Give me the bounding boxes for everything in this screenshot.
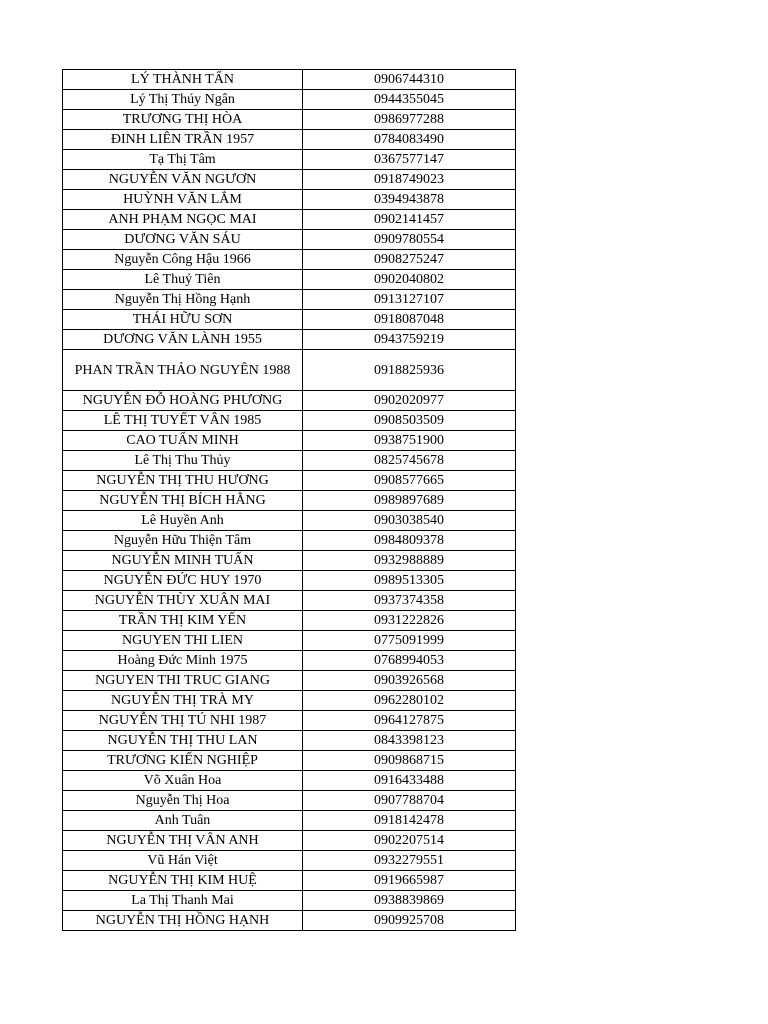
table-row	[63, 330, 516, 350]
table-row	[63, 70, 516, 90]
contact-name-cell: Nguyễn Thị Hoa	[63, 791, 303, 811]
contact-phone-cell: 0902040802	[303, 270, 516, 290]
table-row	[63, 431, 516, 451]
contact-phone-cell: 0903038540	[303, 511, 516, 531]
table-row	[63, 250, 516, 270]
table-row	[63, 711, 516, 731]
table-row	[63, 591, 516, 611]
contact-name-cell: Tạ Thị Tâm	[63, 150, 303, 170]
table-row	[63, 391, 516, 411]
contact-phone-cell: 0986977288	[303, 110, 516, 130]
table-row	[63, 531, 516, 551]
contact-phone-cell: 0908577665	[303, 471, 516, 491]
table-row	[63, 491, 516, 511]
table-row	[63, 210, 516, 230]
table-row	[63, 571, 516, 591]
table-row	[63, 791, 516, 811]
table-row	[63, 150, 516, 170]
contact-name-cell: DƯƠNG VĂN LÀNH 1955	[63, 330, 303, 350]
contact-name-cell: Hoàng Đức Minh 1975	[63, 651, 303, 671]
contact-phone-cell: 0964127875	[303, 711, 516, 731]
contact-name-cell: CAO TUẤN MINH	[63, 431, 303, 451]
contact-phone-cell: 0918142478	[303, 811, 516, 831]
contact-name-cell: Lý Thị Thúy Ngân	[63, 90, 303, 110]
contacts-table-body	[63, 70, 516, 931]
contact-name-cell: Nguyễn Thị Hồng Hạnh	[63, 290, 303, 310]
contact-phone-cell: 0909868715	[303, 751, 516, 771]
contact-phone-cell: 0909925708	[303, 911, 516, 931]
contact-name-cell: LÊ THỊ TUYẾT VÂN 1985	[63, 411, 303, 431]
contact-phone-cell: 0909780554	[303, 230, 516, 250]
contact-phone-cell: 0989897689	[303, 491, 516, 511]
table-row	[63, 691, 516, 711]
contact-phone-cell: 0938751900	[303, 431, 516, 451]
table-row	[63, 310, 516, 330]
contact-name-cell: PHAN TRẦN THẢO NGUYÊN 1988	[63, 350, 303, 391]
contact-phone-cell: 0984809378	[303, 531, 516, 551]
contact-name-cell: Lê Thuỷ Tiên	[63, 270, 303, 290]
contacts-table	[62, 69, 516, 931]
table-row	[63, 671, 516, 691]
contact-name-cell: NGUYỄN THỊ BÍCH HẰNG	[63, 491, 303, 511]
contact-name-cell: NGUYỄN THỊ VÂN ANH	[63, 831, 303, 851]
table-row	[63, 831, 516, 851]
contact-phone-cell: 0903926568	[303, 671, 516, 691]
table-row	[63, 411, 516, 431]
table-row	[63, 631, 516, 651]
table-row	[63, 731, 516, 751]
contact-name-cell: ĐINH LIÊN TRẦN 1957	[63, 130, 303, 150]
contact-name-cell: NGUYỄN ĐỖ HOÀNG PHƯƠNG	[63, 391, 303, 411]
table-row	[63, 130, 516, 150]
contact-phone-cell: 0937374358	[303, 591, 516, 611]
contact-name-cell: NGUYỄN MINH TUẤN	[63, 551, 303, 571]
contact-phone-cell: 0932279551	[303, 851, 516, 871]
table-row	[63, 551, 516, 571]
table-row	[63, 230, 516, 250]
contact-phone-cell: 0367577147	[303, 150, 516, 170]
contact-name-cell: La Thị Thanh Mai	[63, 891, 303, 911]
contact-name-cell: NGUYEN THI TRUC GIANG	[63, 671, 303, 691]
table-row	[63, 771, 516, 791]
table-row	[63, 811, 516, 831]
contact-phone-cell: 0918749023	[303, 170, 516, 190]
contact-phone-cell: 0913127107	[303, 290, 516, 310]
contact-name-cell: NGUYEN THI LIEN	[63, 631, 303, 651]
contact-name-cell: NGUYỄN THỊ HỒNG HẠNH	[63, 911, 303, 931]
table-row	[63, 511, 516, 531]
contact-phone-cell: 0918087048	[303, 310, 516, 330]
contact-phone-cell: 0907788704	[303, 791, 516, 811]
table-row	[63, 751, 516, 771]
contact-name-cell: LÝ THÀNH TẤN	[63, 70, 303, 90]
table-row	[63, 190, 516, 210]
contact-name-cell: THÁI HỮU SƠN	[63, 310, 303, 330]
contact-name-cell: Lê Huyền Anh	[63, 511, 303, 531]
contact-phone-cell: 0825745678	[303, 451, 516, 471]
contact-name-cell: Nguyễn Hữu Thiện Tâm	[63, 531, 303, 551]
contact-phone-cell: 0908503509	[303, 411, 516, 431]
table-row	[63, 110, 516, 130]
contact-phone-cell: 0943759219	[303, 330, 516, 350]
table-row	[63, 290, 516, 310]
contact-phone-cell: 0989513305	[303, 571, 516, 591]
contact-phone-cell: 0938839869	[303, 891, 516, 911]
contact-phone-cell: 0918825936	[303, 350, 516, 391]
table-row	[63, 90, 516, 110]
contact-phone-cell: 0932988889	[303, 551, 516, 571]
contact-name-cell: NGUYỄN THỊ TRÀ MY	[63, 691, 303, 711]
contact-name-cell: Vũ Hán Việt	[63, 851, 303, 871]
table-row	[63, 891, 516, 911]
contact-name-cell: Võ Xuân Hoa	[63, 771, 303, 791]
contact-name-cell: DƯƠNG VĂN SÁU	[63, 230, 303, 250]
contact-phone-cell: 0902207514	[303, 831, 516, 851]
contact-phone-cell: 0962280102	[303, 691, 516, 711]
contact-name-cell: NGUYỄN THỊ TÚ NHI 1987	[63, 711, 303, 731]
contact-phone-cell: 0843398123	[303, 731, 516, 751]
table-row	[63, 471, 516, 491]
contact-name-cell: NGUYỄN THỊ THU HƯƠNG	[63, 471, 303, 491]
table-row	[63, 911, 516, 931]
contact-phone-cell: 0916433488	[303, 771, 516, 791]
contact-name-cell: TRẦN THỊ KIM YẾN	[63, 611, 303, 631]
contact-name-cell: ANH PHẠM NGỌC MAI	[63, 210, 303, 230]
table-row	[63, 851, 516, 871]
table-row	[63, 871, 516, 891]
table-row	[63, 611, 516, 631]
contact-name-cell: NGUYỄN VĂN NGƯƠN	[63, 170, 303, 190]
contact-name-cell: NGUYỄN ĐỨC HUY 1970	[63, 571, 303, 591]
table-row	[63, 170, 516, 190]
contact-phone-cell: 0784083490	[303, 130, 516, 150]
contact-name-cell: TRƯƠNG THỊ HÒA	[63, 110, 303, 130]
contact-name-cell: HUỲNH VĂN LẮM	[63, 190, 303, 210]
table-row	[63, 451, 516, 471]
contact-phone-cell: 0902020977	[303, 391, 516, 411]
contact-name-cell: NGUYỄN THÙY XUÂN MAI	[63, 591, 303, 611]
contact-phone-cell: 0902141457	[303, 210, 516, 230]
contact-phone-cell: 0394943878	[303, 190, 516, 210]
contact-phone-cell: 0919665987	[303, 871, 516, 891]
table-row	[63, 270, 516, 290]
contact-name-cell: Lê Thị Thu Thủy	[63, 451, 303, 471]
contact-phone-cell: 0908275247	[303, 250, 516, 270]
contact-name-cell: NGUYỄN THỊ KIM HUỆ	[63, 871, 303, 891]
table-row	[63, 651, 516, 671]
contact-name-cell: NGUYỄN THỊ THU LAN	[63, 731, 303, 751]
contact-name-cell: TRƯƠNG KIẾN NGHIỆP	[63, 751, 303, 771]
contact-phone-cell: 0768994053	[303, 651, 516, 671]
contact-name-cell: Nguyễn Công Hậu 1966	[63, 250, 303, 270]
table-row	[63, 350, 516, 391]
contact-phone-cell: 0906744310	[303, 70, 516, 90]
contact-name-cell: Anh Tuân	[63, 811, 303, 831]
contact-phone-cell: 0931222826	[303, 611, 516, 631]
contact-phone-cell: 0944355045	[303, 90, 516, 110]
contact-phone-cell: 0775091999	[303, 631, 516, 651]
